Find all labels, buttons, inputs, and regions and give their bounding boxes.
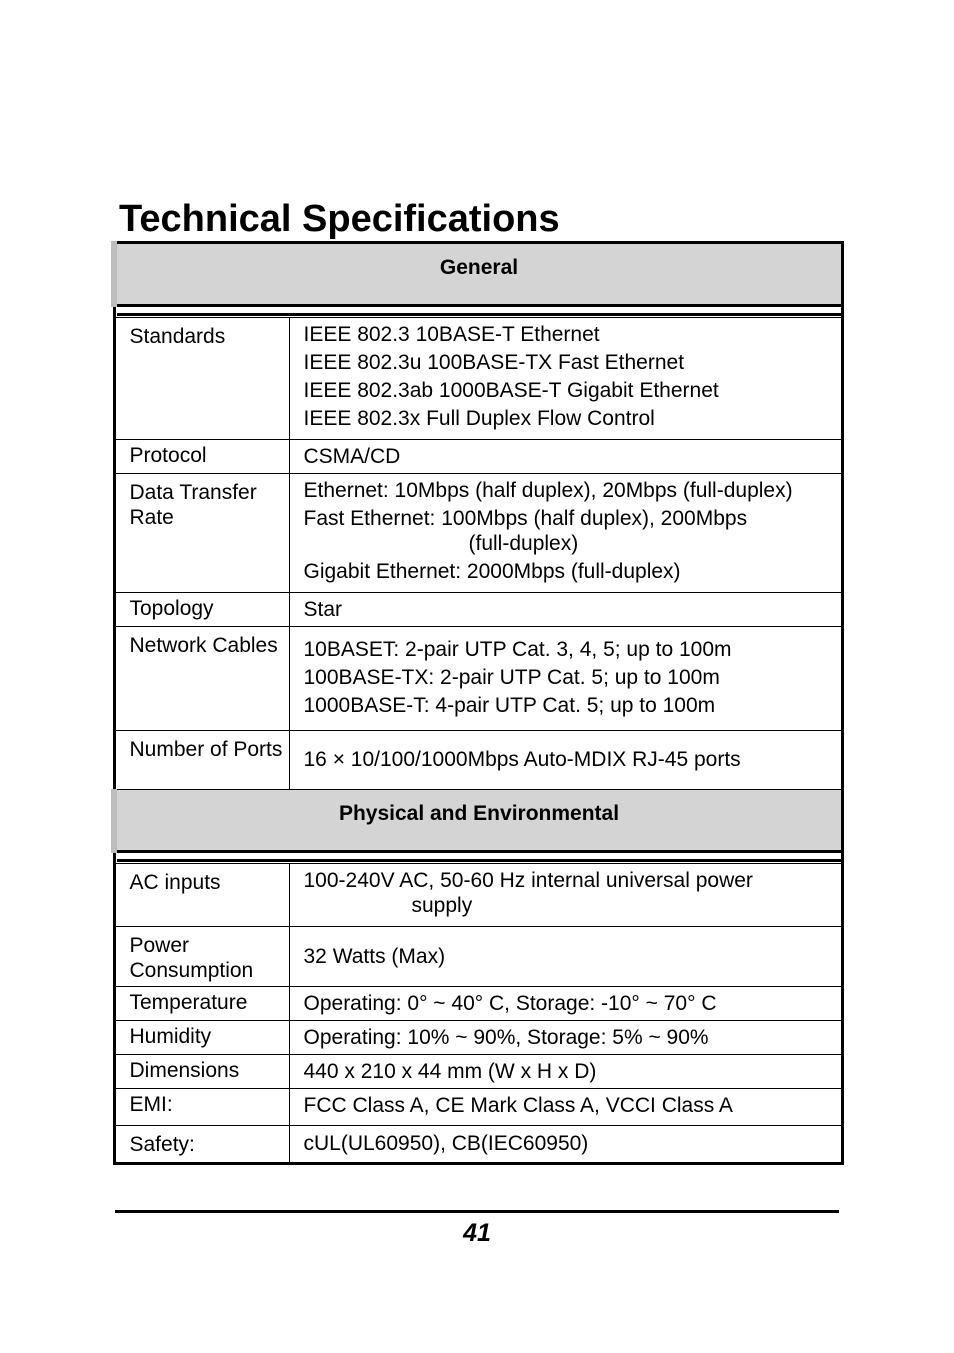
row-value-network-cables — [289, 627, 843, 731]
section-header-row — [114, 243, 843, 306]
row-value-dimensions: 440 x 210 x 44 mm (W x H x D) — [289, 1055, 843, 1089]
table-row — [114, 987, 843, 1021]
row-label-ac-inputs: AC inputs — [114, 864, 289, 927]
row-label-number-of-ports: Number of Ports — [114, 731, 289, 790]
table-row — [114, 440, 843, 474]
cable-line: 10BASET: 2-pair UTP Cat. 3, 4, 5; up to 100m — [303, 638, 732, 661]
rate-line: Ethernet: 10Mbps (half duplex), 20Mbps (full-duplex) — [303, 479, 793, 502]
standard-line: IEEE 802.3ab 1000BASE-T Gigabit Ethernet — [303, 379, 719, 402]
row-value-humidity: Operating: 10% ~ 90%, Storage: 5% ~ 90% — [289, 1021, 843, 1055]
row-label-temperature: Temperature — [114, 987, 289, 1021]
row-label-network-cables: Network Cables — [114, 627, 289, 731]
section-header-row — [114, 790, 843, 852]
row-label-topology: Topology — [114, 593, 289, 627]
row-label-safety: Safety: — [114, 1126, 289, 1164]
table-row — [114, 927, 843, 987]
table-row — [114, 474, 843, 593]
row-value-temperature: Operating: 0° ~ 40° C, Storage: -10° ~ 70° C — [289, 987, 843, 1021]
row-label-power-consumption: Power Consumption — [114, 927, 289, 987]
standard-line: IEEE 802.3u 100BASE-TX Fast Ethernet — [303, 351, 685, 374]
row-value-power-consumption: 32 Watts (Max) — [289, 927, 843, 987]
ac-line: supply — [411, 894, 473, 917]
row-value-ac-inputs — [289, 864, 843, 927]
row-value-standards — [289, 318, 843, 440]
section-header-physical: Physical and Environmental — [114, 790, 843, 852]
table-row — [114, 731, 843, 790]
table-row — [114, 1126, 843, 1164]
table-row — [114, 627, 843, 731]
row-label-data-transfer-rate: Data Transfer Rate — [114, 474, 289, 593]
standard-line: IEEE 802.3 10BASE-T Ethernet — [303, 323, 600, 346]
row-value-protocol: CSMA/CD — [289, 440, 843, 474]
row-label-protocol: Protocol — [114, 440, 289, 474]
page-number: 41 — [463, 1219, 491, 1247]
table-row — [114, 318, 843, 440]
standard-line: IEEE 802.3x Full Duplex Flow Control — [303, 407, 655, 430]
rate-line: (full-duplex) — [468, 532, 579, 555]
section-header-general: General — [114, 243, 843, 306]
row-value-safety: cUL(UL60950), CB(IEC60950) — [289, 1126, 843, 1164]
row-label-dimensions: Dimensions — [114, 1055, 289, 1089]
row-label-emi: EMI: — [114, 1089, 289, 1126]
row-value-number-of-ports: 16 × 10/100/1000Mbps Auto-MDIX RJ-45 ports — [289, 731, 843, 790]
row-label-humidity: Humidity — [114, 1021, 289, 1055]
spec-table — [111, 241, 844, 1165]
cable-line: 1000BASE-T: 4-pair UTP Cat. 5; up to 100m — [303, 694, 716, 717]
footer-rule — [115, 1210, 839, 1213]
cable-line: 100BASE-TX: 2-pair UTP Cat. 5; up to 100m — [303, 666, 720, 689]
table-row — [114, 1055, 843, 1089]
table-row — [114, 593, 843, 627]
row-label-standards: Standards — [114, 318, 289, 440]
table-row — [114, 1089, 843, 1126]
rate-line: Gigabit Ethernet: 2000Mbps (full-duplex) — [303, 560, 681, 583]
page-title: Technical Specifications — [119, 198, 560, 240]
table-row — [114, 1021, 843, 1055]
rate-line: Fast Ethernet: 100Mbps (half duplex), 200Mbps — [303, 507, 748, 530]
row-value-data-transfer-rate — [289, 474, 843, 593]
ac-line: 100-240V AC, 50-60 Hz internal universal power — [303, 869, 753, 892]
row-value-topology: Star — [289, 593, 843, 627]
table-row — [114, 864, 843, 927]
row-value-emi: FCC Class A, CE Mark Class A, VCCI Class A — [289, 1089, 843, 1126]
